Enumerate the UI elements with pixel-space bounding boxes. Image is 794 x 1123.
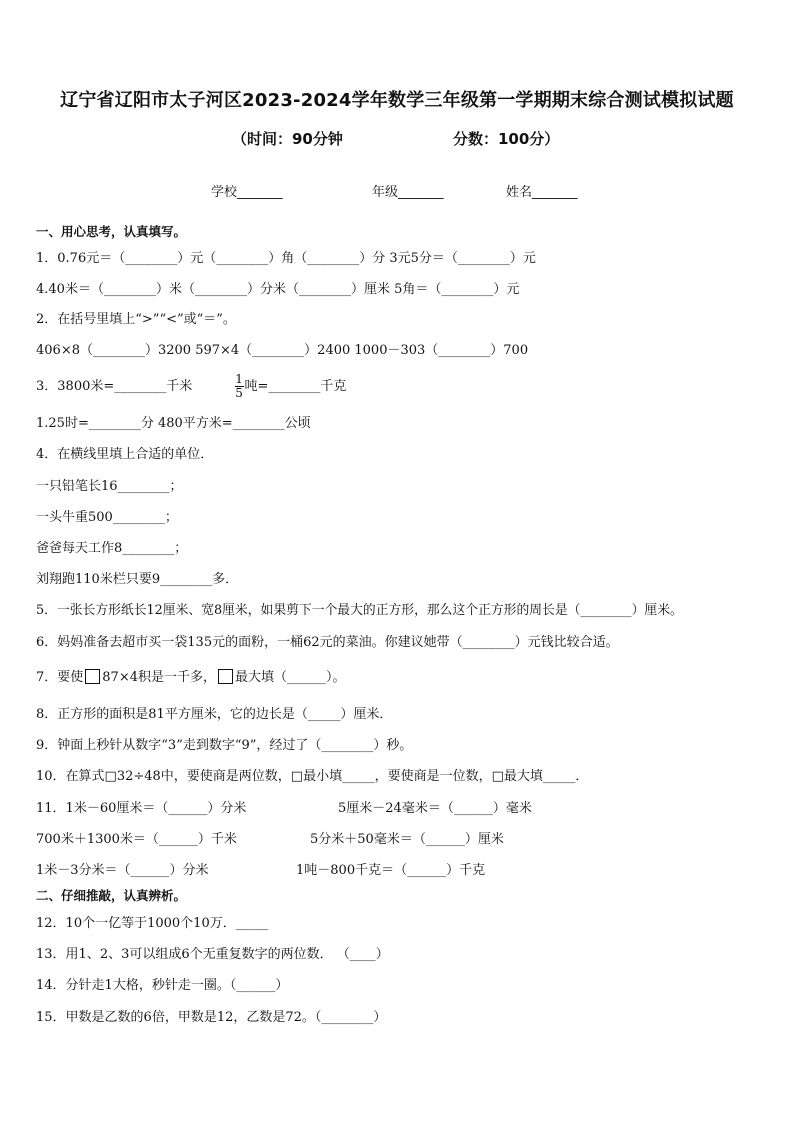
question-11c-right: 1吨－800千克＝（______）千克 bbox=[296, 863, 486, 878]
question-14: 14．分针走1大格，秒针走一圈。（______） bbox=[36, 978, 289, 993]
question-12: 12．10个一亿等于1000个10万．_____ bbox=[36, 916, 269, 931]
blank-box bbox=[218, 669, 233, 684]
exam-score: 分数：100分） bbox=[453, 130, 560, 148]
section-heading: 一、用心思考，认真填写。 bbox=[36, 224, 187, 239]
question-1b: 4.40米＝（________）米（________）分米（________）厘米 5角＝（________）元 bbox=[36, 282, 520, 297]
question-3a-right: 吨=________千克 bbox=[244, 379, 347, 394]
question-3a-left: 3．3800米=________千米 bbox=[36, 379, 193, 394]
name-field: 姓名_______ bbox=[506, 185, 578, 200]
question-7 bbox=[36, 669, 346, 687]
question-11a-left: 11．1米－60厘米＝（______）分米 bbox=[36, 801, 247, 816]
question-11b-right: 5分米＋50毫米＝（______）厘米 bbox=[310, 832, 504, 847]
question-7-part-b: 87×4积是一千多， bbox=[102, 670, 216, 685]
fraction bbox=[235, 373, 244, 400]
fraction-numerator: 1 bbox=[235, 372, 243, 386]
question-13: 13．用1、2、3可以组成6个无重复数字的两位数． （____） bbox=[36, 947, 389, 962]
question-3b: 1.25时=________分 480平方米=________公顷 bbox=[36, 416, 311, 431]
question-11b-left: 700米＋1300米＝（______）千米 bbox=[36, 832, 237, 847]
question-9: 9．钟面上秒针从数字“3”走到数字“9”，经过了（________）秒。 bbox=[36, 738, 413, 753]
question-11a-right: 5厘米－24毫米＝（______）毫米 bbox=[338, 801, 532, 816]
question-2: 2．在括号里填上“>”“<”或“＝”。 bbox=[36, 312, 236, 327]
page-title: 辽宁省辽阳市太子河区2023-2024学年数学三年级第一学期期末综合测试模拟试题 bbox=[60, 90, 734, 111]
section-heading: 二、仔细推敲，认真辨析。 bbox=[36, 888, 187, 903]
exam-time: （时间：90分钟 bbox=[232, 130, 343, 148]
question-11c-left: 1米－3分米＝（______）分米 bbox=[36, 863, 209, 878]
question-7-part-a: 7．要使 bbox=[36, 670, 84, 685]
question-1a: 1．0.76元＝（________）元（________）角（________）分 3元5分＝（________）元 bbox=[36, 251, 536, 266]
blank-box bbox=[85, 669, 100, 684]
question-3a bbox=[36, 370, 346, 404]
school-field: 学校_______ bbox=[211, 185, 283, 200]
question-4b: 一头牛重500________； bbox=[36, 510, 178, 525]
question-5: 5．一张长方形纸长12厘米、宽8厘米，如果剪下一个最大的正方形，那么这个正方形的周长是（________）厘米。 bbox=[36, 603, 683, 618]
question-4d: 刘翔跑110米栏只要9________多． bbox=[36, 572, 239, 587]
question-6: 6．妈妈准备去超市买一袋135元的面粉，一桶62元的菜油。你建议她带（________）元钱比较合适。 bbox=[36, 635, 619, 650]
question-8: 8．正方形的面积是81平方厘米，它的边长是（_____）厘米． bbox=[36, 707, 393, 722]
grade-field: 年级_______ bbox=[372, 185, 444, 200]
question-10: 10．在算式□32÷48中，要使商是两位数，□最小填_____，要使商是一位数，□最大填_____． bbox=[36, 769, 589, 784]
question-4a: 一只铅笔长16________； bbox=[36, 479, 183, 494]
question-7-part-c: 最大填（______）。 bbox=[235, 670, 346, 685]
fraction-denominator: 5 bbox=[235, 386, 243, 400]
question-15: 15．甲数是乙数的6倍，甲数是12，乙数是72。（________） bbox=[36, 1010, 387, 1025]
question-4c: 爸爸每天工作8________； bbox=[36, 541, 188, 556]
question-2b: 406×8（________）3200 597×4（________）2400 1000－303（________）700 bbox=[36, 343, 529, 358]
question-4: 4．在横线里填上合适的单位． bbox=[36, 447, 214, 462]
